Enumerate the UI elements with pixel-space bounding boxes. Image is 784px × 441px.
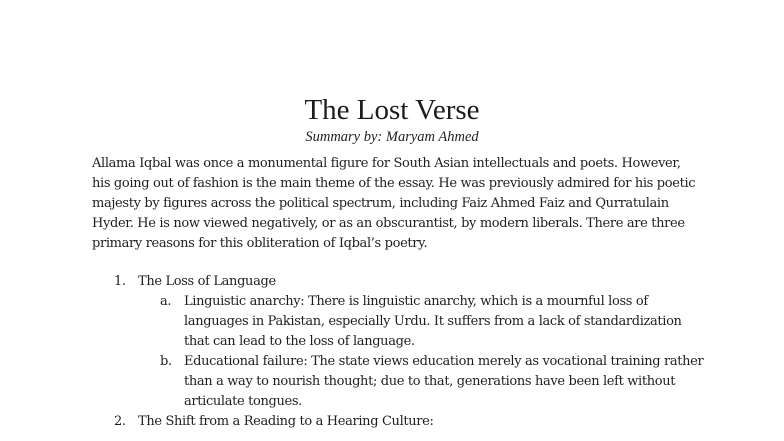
sub-list-item	[0, 292, 784, 312]
intro-line: Hyder. He is now viewed negatively, or as an obscurantist, by modern liberals. There are three	[92, 216, 685, 231]
sub-list-item-line: Educational failure: The state views education merely as vocational training rather	[184, 354, 704, 369]
list-item-number: 2.	[114, 414, 126, 429]
list-item	[0, 412, 784, 432]
sub-list-item-line: articulate tongues.	[184, 394, 302, 409]
sub-list-item-line: Linguistic anarchy: There is linguistic anarchy, which is a mournful loss of	[184, 294, 648, 309]
list-item-label: The Shift from a Reading to a Hearing Culture:	[138, 414, 434, 429]
sub-list-item-line: languages in Pakistan, especially Urdu. It suffers from a lack of standardization	[184, 314, 682, 329]
list-item	[0, 272, 784, 292]
sub-list-item-continuation	[0, 312, 784, 332]
intro-line: primary reasons for this obliteration of Iqbal’s poetry.	[92, 236, 428, 251]
intro-line: Allama Iqbal was once a monumental figure for South Asian intellectuals and poets. However,	[92, 156, 681, 171]
intro-paragraph	[92, 154, 702, 254]
reasons-list	[0, 272, 784, 432]
list-item-number: 1.	[114, 274, 126, 289]
sub-list-item-letter: a.	[160, 294, 172, 309]
sub-list-item-line: that can lead to the loss of language.	[184, 334, 415, 349]
sub-list-item	[0, 352, 784, 372]
list-item-label: The Loss of Language	[138, 274, 276, 289]
intro-line: his going out of fashion is the main theme of the essay. He was previously admired for his poetic	[92, 176, 696, 191]
sub-list-item-continuation	[0, 332, 784, 352]
sub-list-item-continuation	[0, 392, 784, 412]
sub-list-item-continuation	[0, 372, 784, 392]
intro-line: majesty by figures across the political spectrum, including Faiz Ahmed Faiz and Qurratulain	[92, 196, 669, 211]
document-title: The Lost Verse	[304, 94, 480, 126]
sub-list-item-letter: b.	[160, 354, 172, 369]
sub-list-item-line: than a way to nourish thought; due to that, generations have been left without	[184, 374, 676, 389]
document-subtitle: Summary by: Maryam Ahmed	[305, 129, 479, 145]
